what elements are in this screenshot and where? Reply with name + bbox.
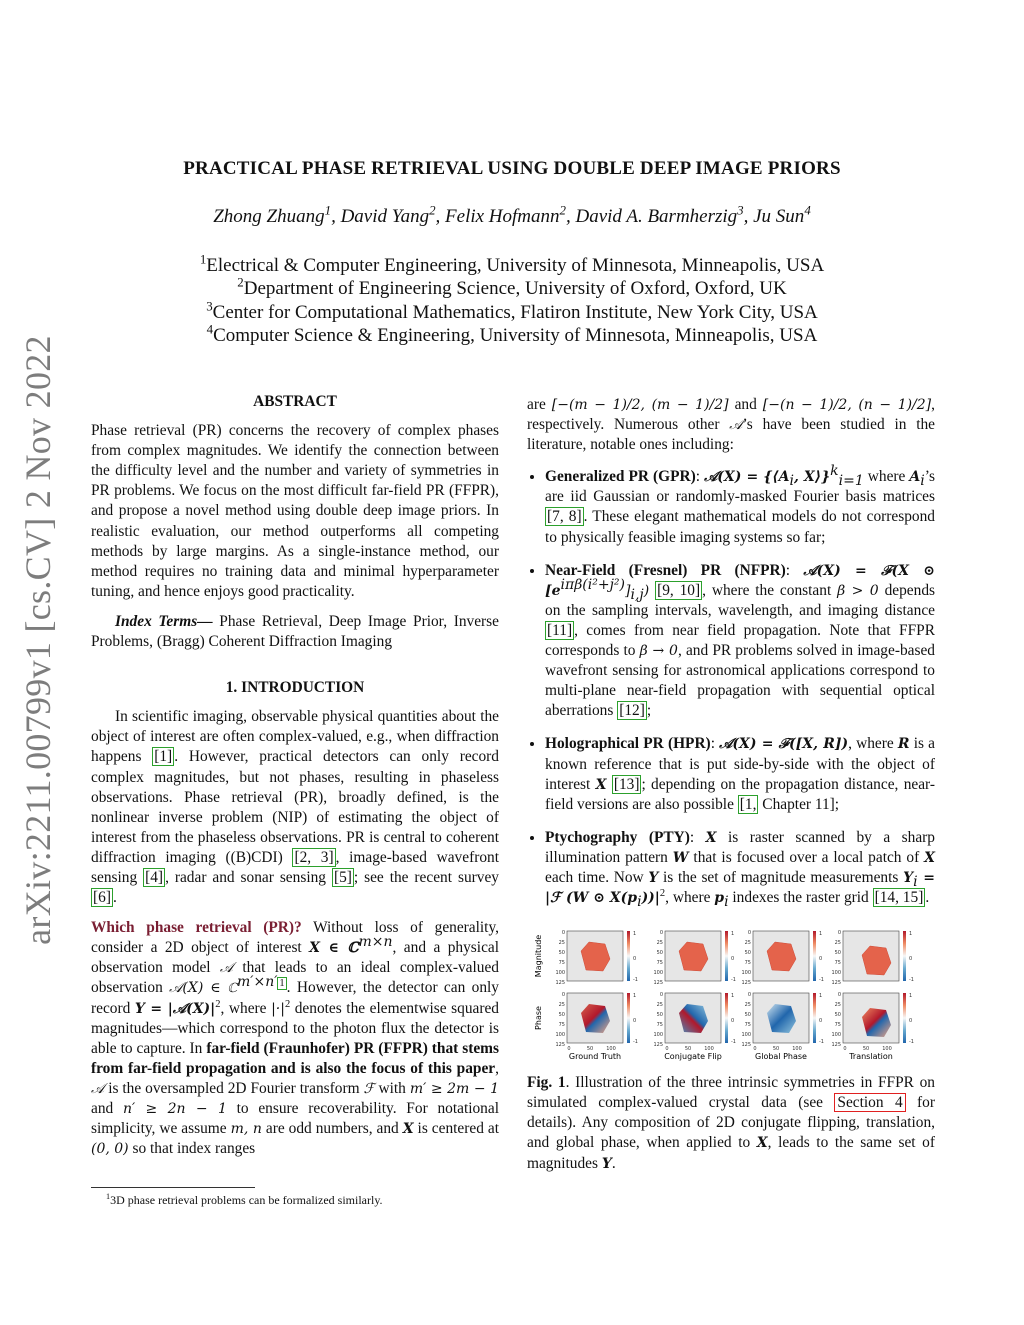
author: David Yang [340,206,430,227]
y-tick: 125 [555,1042,565,1049]
affil-mark: 4 [804,202,811,218]
section-link[interactable]: Section 4 [834,1093,905,1112]
colorbar-tick: 1 [731,993,735,1000]
colorbar-tick: 0 [731,956,735,963]
symmetry-figure [527,921,935,1061]
arxiv-id: arXiv:2211.00799v1 [cs.CV] 2 Nov 2022 [18,335,58,945]
x-tick: 0 [753,1046,757,1053]
colorbar-tick: 1 [819,931,823,938]
citation-link[interactable]: [9, 10] [657,581,701,599]
colorbar-tick: 0 [633,956,637,963]
y-tick: 25 [744,1002,751,1009]
figure-caption: Fig. 1. Illustration of the three intrinsic symmetries in FFPR on simulated complex-valued crystal data (see Section 4 for details). Any composition of 2D conjugate flipping, translation, and global phase, when applied to X, leads to the same set of magnitudes Y. [527,1074,935,1172]
x-tick: 100 [882,1046,892,1053]
y-tick: 0 [659,992,663,999]
y-tick: 0 [837,930,841,937]
colorbar-tick: -1 [633,977,638,984]
y-tick: 0 [659,930,663,937]
affil-mark: 2 [429,202,436,218]
affiliation: $^1$Electrical & Computer Engineering, University of Minnesota, Minneapolis, USA [199,251,825,276]
citation-link[interactable]: [7, 8] [547,508,582,526]
citation-link[interactable]: [5] [333,868,352,886]
colorbar-tick: -1 [731,977,736,984]
y-tick: 125 [653,1042,663,1049]
colorbar [903,931,906,981]
y-tick: 50 [744,1012,751,1019]
citation-link[interactable]: [1] [154,748,173,766]
colorbar-tick: 1 [633,931,637,938]
y-tick: 100 [555,970,565,977]
affiliation: $^3$Center for Computational Mathematics, Flatiron Institute, New York City, USA [206,298,818,323]
y-tick: 125 [653,980,663,987]
x-tick: 50 [586,1046,594,1053]
y-tick: 100 [741,970,751,977]
colorbar-tick: -1 [909,977,914,984]
y-tick: 25 [558,1002,565,1009]
column-label: Translation [849,1052,893,1062]
colorbar-tick: 1 [909,931,913,938]
y-tick: 50 [558,1012,565,1019]
citation-link[interactable]: [1, [739,795,757,813]
y-tick: 100 [741,1032,751,1039]
author: Felix Hofmann [445,206,560,227]
row-label: Magnitude [534,934,543,978]
y-tick: 25 [834,1002,841,1009]
author-list: Zhong Zhuang$^1$, David Yang$^2$, Felix Hofmann$^2$, David A. Barmherzig$^3$, Ju Sun$^4$ [213,202,811,227]
index-terms: Index Terms— Phase Retrieval, Deep Image Prior, Inverse Problems, (Bragg) Coherent Diffraction Imaging [91,612,499,651]
author: David A. Barmherzig [575,206,738,227]
colorbar-tick: 0 [731,1018,735,1025]
colorbar [903,993,906,1043]
y-tick: 50 [834,1012,841,1019]
magnitude-blob [581,942,610,971]
y-tick: 75 [744,1022,751,1029]
y-tick: 100 [555,1032,565,1039]
y-tick: 0 [747,930,751,937]
y-tick: 25 [834,940,841,947]
x-tick: 0 [843,1046,847,1053]
colorbar-tick: -1 [731,1039,736,1046]
y-tick: 75 [834,960,841,967]
affiliations [0,251,1024,347]
colorbar [813,931,816,981]
y-tick: 0 [561,930,565,937]
intro-heading: 1. INTRODUCTION [225,679,365,697]
colorbar-tick: 0 [909,1018,913,1025]
y-tick: 125 [741,980,751,987]
figure-1 [527,921,935,1061]
x-tick: 100 [792,1046,802,1053]
footnote: $^1$3D phase retrieval problems can be formalized similarly. [106,1192,383,1207]
y-tick: 25 [656,1002,663,1009]
author: Zhong Zhuang [213,206,325,227]
y-tick: 100 [653,970,663,977]
abstract-heading: ABSTRACT [253,393,337,410]
colorbar [627,931,630,981]
citation-link[interactable]: [12] [619,702,645,720]
affiliation: $^4$Computer Science & Engineering, University of Minnesota, Minneapolis, USA [206,321,818,346]
abstract-text: Phase retrieval (PR) concerns the recovery of complex phases from complex magnitudes. We identify the connection between the difficulty level and the number and variety of symmetries in PR problems. We focus on the most difficult far-field PR (FFPR), and propose a novel method using double deep image priors. In realistic evaluation, our method outperforms all competing methods by large margins. As a single-instance method, our method requires no training data and minimal hyperparameter tuning, and hence enjoys good practicality. [91,422,499,600]
colorbar [725,993,728,1043]
y-tick: 125 [741,1042,751,1049]
pr-variants-list [527,463,936,911]
list-item: • Holographical PR (HPR): 𝒜(X) = ℱ([X, R]), where R is a known reference that is put side-by-side with the object of interest X [13] ; depending on the propagation distance, near-field versions are also possible [1, Chapter 11]; [545,734,935,814]
list-item: • Ptychography (PTY): X is raster scanned by a sharp illumination pattern W that is focused over a local patch of X each time. Now Y is the set of magnitude measurements $Y_i$ = |ℱ (W ⊙ $X(p_i))|^2$, where $p_i$ indexes the raster grid [14, 15] . [545,828,935,908]
y-tick: 100 [831,970,841,977]
colorbar [627,993,630,1043]
column-label: Conjugate Flip [664,1052,722,1062]
continued-paragraph: are [−(m − 1)/2, (m − 1)/2] and [−(n − 1)/2, (n − 1)/2], respectively. Numerous other 𝒜’s have been studied in the literature, notable ones including: [527,396,936,454]
x-tick: 50 [772,1046,780,1053]
x-tick: 50 [684,1046,692,1053]
y-tick: 25 [744,940,751,947]
column-label: Global Phase [755,1052,807,1062]
author: Ju Sun [753,206,805,227]
y-tick: 125 [831,1042,841,1049]
y-tick: 50 [744,950,751,957]
y-tick: 75 [558,960,565,967]
affiliation: $^2$Department of Engineering Science, University of Oxford, Oxford, UK [237,274,787,300]
paragraph-heading: Which phase retrieval (PR)? [91,919,302,937]
y-tick: 75 [834,1022,841,1029]
affil-mark: 3 [737,202,744,218]
list-item: • Generalized PR (GPR): 𝒜(X) = {$⟨A_i$, X⟩}$^k_{i=1}$ where $A_i’s$ are iid Gaussian or randomly-masked Fourier basis matrices [7, 8] . These elegant mathematical models do not correspond to physically feasible imaging systems so far; [545,467,935,547]
citation-link[interactable]: [2, 3] [294,848,334,866]
arxiv-stamp [12,335,64,945]
y-tick: 125 [555,980,565,987]
left-column [91,392,499,1159]
y-tick: 75 [656,1022,663,1029]
footnote-rule [91,1187,255,1188]
x-tick: 0 [665,1046,669,1053]
y-tick: 50 [834,950,841,957]
list-item: • Near-Field (Fresnel) PR (NFPR): 𝒜(X) = ℱ(X ⊙ $[e^{i\pi\beta(i^2+j^2)}]_{i,j}$) [9, 10] , where the constant β > 0 depends on the sampling intervals, wavelength, and imaging distance [11] , comes from near field propagation. Note that FFPR corresponds to β → 0, and PR problems solved in image-based wavefront sensing for astronomical applications correspond to multi-plane near-field propagation with sequential optical aberrations [12] ; [545,561,935,722]
colorbar-tick: 0 [819,1018,823,1025]
y-tick: 75 [744,960,751,967]
right-column [527,395,935,1174]
row-label: Phase [534,1006,543,1031]
colorbar-tick: -1 [909,1039,914,1046]
citation-link[interactable]: [6] [93,889,111,907]
y-tick: 100 [653,1032,663,1039]
y-tick: 0 [837,992,841,999]
y-tick: 25 [656,940,663,947]
y-tick: 75 [656,960,663,967]
magnitude-blob [679,942,708,971]
y-tick: 0 [561,992,565,999]
y-tick: 50 [656,950,663,957]
colorbar-tick: 0 [909,956,913,963]
colorbar-tick: -1 [633,1039,638,1046]
affil-mark: 1 [324,202,332,218]
citation-link[interactable]: [14, 15] [874,889,924,907]
paper-title: PRACTICAL PHASE RETRIEVAL USING DOUBLE DEEP IMAGE PRIORS [183,158,841,179]
colorbar [813,993,816,1043]
magnitude-blob [862,946,891,975]
y-tick: 0 [747,992,751,999]
y-tick: 100 [831,1032,841,1039]
x-tick: 100 [704,1046,714,1053]
y-tick: 75 [558,1022,565,1029]
x-tick: 100 [606,1046,616,1053]
x-tick: 0 [567,1046,571,1053]
colorbar-tick: 0 [633,1018,637,1025]
magnitude-blob [767,942,796,971]
colorbar-tick: 1 [731,931,735,938]
colorbar-tick: 0 [819,956,823,963]
footnote-link[interactable]: 1 [279,978,285,990]
y-tick: 50 [656,1012,663,1019]
citation-link[interactable]: [4] [145,868,164,886]
affil-mark: 2 [559,202,566,218]
intro-paragraph-1: In scientific imaging, observable physical quantities about the object of interest are often complex-valued, e.g., when diffraction happens [1] . However, practical detectors can only record complex magnitudes, but not phases, resulting in phaseless observations. Phase retrieval (PR), broadly defined, is the nonlinear inverse problem (NIP) of estimating the object of interest from the phaseless observations. PR is central to coherent diffraction imaging ((B)CDI) [2, 3] , image-based wavefront sensing [4] , radar and sonar sensing [5] ; see the recent survey [6] . [91,708,499,907]
y-tick: 50 [558,950,565,957]
intro-paragraph-2: Which phase retrieval (PR)? Without loss of generality, consider a 2D object of interest X ∈ ℂ$^{m\times n}$, and a physical observation model 𝒜 that leads to an ideal complex-valued observation 𝒜(X) ∈ ℂ$^{m'\times n'}$ $^1$ . However, the detector can only record $Y = |𝒜(X)|^2$, where $|\cdot|^2$ denotes the elementwise squared magnitudes—which correspond to the photon flux the detector is able to capture. In far-field (Fraunhofer) PR (FFPR) that stems from far-field propagation and is also the focus of this paper, 𝒜 is the oversampled 2D Fourier transform ℱ with m′ ≥ 2m − 1 and n′ ≥ 2n − 1 to ensure recoverability. For notational simplicity, we assume m, n are odd numbers, and X is centered at (0, 0) so that index ranges [91,919,500,1158]
colorbar-tick: 1 [633,993,637,1000]
colorbar-tick: -1 [819,1039,824,1046]
y-tick: 25 [558,940,565,947]
colorbar-tick: -1 [819,977,824,984]
colorbar-tick: 1 [909,993,913,1000]
citation-link[interactable]: [11] [547,621,573,639]
colorbar-tick: 1 [819,993,823,1000]
y-tick: 125 [831,980,841,987]
citation-link[interactable]: [13] [613,775,640,793]
column-label: Ground Truth [568,1052,622,1062]
x-tick: 50 [862,1046,870,1053]
colorbar [725,931,728,981]
